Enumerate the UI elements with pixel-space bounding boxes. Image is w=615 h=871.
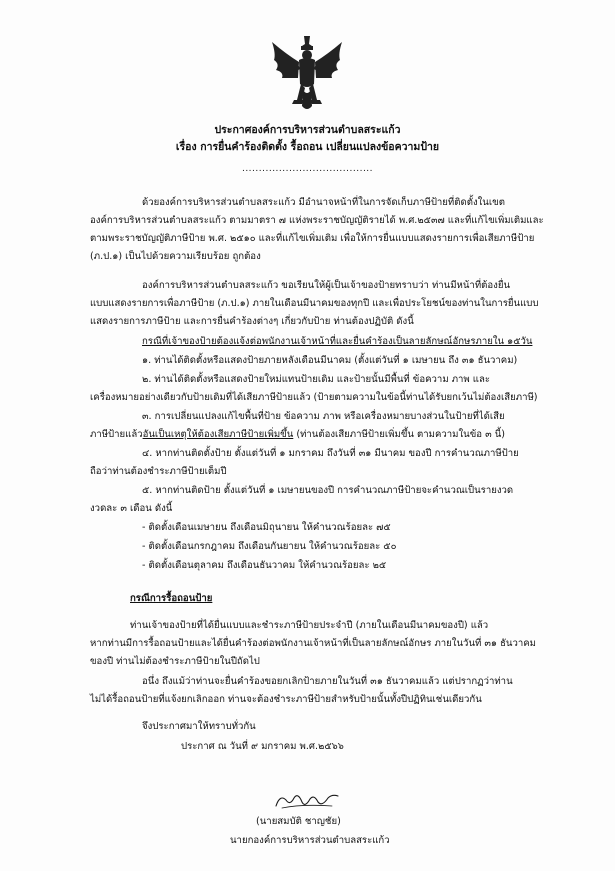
para2-line-2: แบบแสดงรายการเพื่อภาษีป้าย (ภ.ป.๑) ภายในเดือนมีนาคมของทุกปี และเพื่อประโยชน์ของท่านในการยื่นแบบ [90,298,539,309]
case2-heading: กรณีการรื้อถอนป้าย [130,593,213,604]
intro-line-3: ตามพระราชบัญญัติภาษีป้าย พ.ศ. ๒๕๑๐ และที่แก้ไขเพิ่มเติม เพื่อให้การยื่นแบบแสดงรายการเพื่อเสียภาษีป้าย [90,233,535,244]
announcement-date: ประกาศ ณ วันที่ ๙ มกราคม พ.ศ.๒๕๖๖ [181,741,344,752]
case1-item-4-line-2: ถือว่าท่านต้องชำระภาษีป้ายเต็มปี [90,466,227,477]
case2-line-3: ของปี ท่านไม่ต้องชำระภาษีป้ายในปีถัดไป [90,656,260,667]
intro-line-2: องค์การบริหารส่วนตำบลสระแก้ว ตามมาตรา ๗ แห่งพระราชบัญญัติรายได้ พ.ศ.๒๕๓๗ และที่แก้ไขเพิ่มเติมและ [90,215,544,226]
case1-item-3-line-1: ๓. การเปลี่ยนแปลงแก้ไขพื้นที่ป้าย ข้อความ ภาพ หรือเครื่องหมายบางส่วนในป้ายที่ได้เสีย [142,411,505,422]
case1-item-2-line-2: เครื่องหมายอย่างเดียวกับป้ายเดิมที่ได้เสียภาษีป้ายแล้ว (ป้ายตามความในข้อนี้ท่านได้รับยกเว้นไม่ต้องเสียภาษี) [90,392,538,403]
case1-item-3-text-a: ภาษีป้ายแล้ว [90,429,143,440]
case2-line-5: ไม่ได้รื้อถอนป้ายที่แจ้งยกเลิกออก ท่านจะต้องชำระภาษีป้ายสำหรับป้ายนั้นทั้งปีปฏิทินเช่นเดียวกัน [90,694,482,705]
para2-line-3: แสดงรายการภาษีป้าย และการยื่นคำร้องต่างๆ เกี่ยวกับป้าย ท่านต้องปฏิบัติ ดังนี้ [90,316,414,327]
rate-july-september: - ติดตั้งเดือนกรกฎาคม ถึงเดือนกันยายน ให้คำนวณร้อยละ ๕๐ [142,541,397,552]
case2-line-4: อนึ่ง ถึงแม้ว่าท่านจะยื่นคำร้องขอยกเลิกป้ายภายในวันที่ ๓๑ ธันวาคมแล้ว แต่ปรากฏว่าท่าน [142,676,513,687]
case1-item-3-line-2 [90,428,505,442]
case1-heading: กรณีที่เจ้าของป้ายต้องแจ้งต่อพนักงานเจ้าหน้าที่และยื่นคำร้องเป็นลายลักษณ์อักษรภายใน ๑๕วัน [142,336,533,347]
para2-line-1: องค์การบริหารส่วนตำบลสระแก้ว ขอเรียนให้ผู้เป็นเจ้าของป้ายทราบว่า ท่านมีหน้าที่ต้องยื่น [142,280,510,291]
intro-line-1: ด้วยองค์การบริหารส่วนตำบลสระแก้ว มีอำนาจหน้าที่ในการจัดเก็บภาษีป้ายที่ติดตั้งในเขต [142,197,505,208]
intro-line-4: (ภ.ป.๑) เป็นไปด้วยความเรียบร้อย ถูกต้อง [90,251,261,262]
separator-dots: ....................................... [241,164,374,174]
case1-item-5-line-1: ๕. หากท่านติดป้าย ตั้งแต่วันที่ ๑ เมษายนของปี การคำนวณภาษีป้ายจะคำนวณเป็นรายงวด [142,485,514,496]
garuda-emblem [268,34,346,114]
case2-line-1: ท่านเจ้าของป้ายที่ได้ยื่นแบบและชำระภาษีป้ายประจำปี (ภายในเดือนมีนาคมของปี) แล้ว [130,620,489,631]
subject-title: เรื่อง การยื่นคำร้องติดตั้ง รื้อถอน เปลี่ยนแปลงข้อความป้าย [175,141,440,153]
org-title: ประกาศองค์การบริหารส่วนตำบลสระแก้ว [214,124,401,136]
case1-item-3-text-c: (ท่านต้องเสียภาษีป้ายเพิ่มขึ้น ตามความในข้อ ๓ นี้) [293,429,505,440]
case2-line-2: หากท่านมีการรื้อถอนป้ายและได้ยื่นคำร้องต่อพนักงานเจ้าหน้าที่เป็นลายลักษณ์อักษร ภายในวันที่ ๓๑ ธันวาคม [90,638,536,649]
closing-announce: จึงประกาศมาให้ทราบทั่วกัน [142,721,256,732]
case1-item-3-text-underlined: อันเป็นเหตุให้ต้องเสียภาษีป้ายเพิ่มขึ้น [142,429,294,440]
case1-item-1: ๑. ท่านได้ติดตั้งหรือแสดงป้ายภายหลังเดือนมีนาคม (ตั้งแต่วันที่ ๑ เมษายน ถึง ๓๑ ธันวาคม) [142,355,518,366]
handwritten-signature [272,790,342,812]
rate-april-june: - ติดตั้งเดือนเมษายน ถึงเดือนมิถุนายน ให้คำนวณร้อยละ ๗๕ [142,522,391,533]
case1-item-5-line-2: งวดละ ๓ เดือน ดังนี้ [90,503,173,514]
signer-name: (นายสมบัติ ชาญชัย) [256,816,341,827]
case1-item-4-line-1: ๔. หากท่านติดตั้งป้าย ตั้งแต่วันที่ ๑ มกราคม ถึงวันที่ ๓๑ มีนาคม ของปี การคำนวณภาษีป้าย [142,448,519,459]
rate-october-december: - ติดตั้งเดือนตุลาคม ถึงเดือนธันวาคม ให้คำนวณร้อยละ ๒๕ [142,560,387,571]
case1-item-2-line-1: ๒. ท่านได้ติดตั้งหรือแสดงป้ายใหม่แทนป้ายเดิม และป้ายนั้นมีพื้นที่ ข้อความ ภาพ และ [142,374,490,385]
signer-title: นายกองค์การบริหารส่วนตำบลสระแก้ว [230,835,390,846]
